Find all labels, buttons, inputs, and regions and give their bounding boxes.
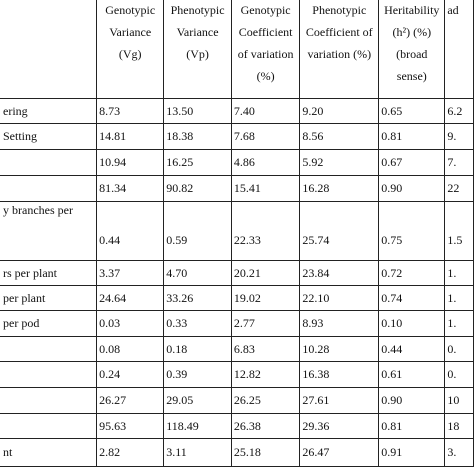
table-row: [0, 150, 474, 176]
header-line: Coefficient: [238, 25, 293, 39]
value-cell: 10.94: [97, 150, 164, 176]
value-cell: 25.18: [231, 439, 299, 467]
value-cell: 3.11: [164, 439, 232, 467]
value-cell: 1.: [445, 286, 474, 311]
heritability-header: [379, 0, 445, 99]
header-line: variation (%): [307, 47, 372, 61]
value-cell: 23.84: [300, 261, 379, 286]
value-cell: 29.36: [300, 414, 379, 439]
value-cell: 1.5: [445, 202, 474, 261]
value-cell: 1.: [445, 261, 474, 286]
value-cell: 4.86: [231, 150, 299, 176]
value-cell: 15.41: [231, 176, 299, 202]
character-cell: Setting: [0, 124, 97, 150]
header-line: Phenotypic: [170, 3, 225, 17]
gcv-header: [231, 0, 299, 99]
value-cell: 90.82: [164, 176, 232, 202]
header-row: [0, 0, 474, 99]
value-cell: 95.63: [97, 414, 164, 439]
value-cell: 0.44: [97, 202, 164, 261]
header-line: sense): [396, 69, 427, 83]
value-cell: 8.56: [300, 124, 379, 150]
value-cell: 20.21: [231, 261, 299, 286]
pcv-header: [300, 0, 379, 99]
table-row: [0, 124, 474, 150]
value-cell: 0.08: [97, 337, 164, 362]
value-cell: 7.40: [231, 99, 299, 124]
value-cell: 22: [445, 176, 474, 202]
table-row: [0, 362, 474, 388]
value-cell: 24.64: [97, 286, 164, 311]
value-cell: 33.26: [164, 286, 232, 311]
value-cell: 16.28: [300, 176, 379, 202]
value-cell: 0.44: [379, 337, 445, 362]
value-cell: 0.65: [379, 99, 445, 124]
value-cell: 18.38: [164, 124, 232, 150]
header-line: (Vg): [118, 47, 142, 61]
value-cell: 26.25: [231, 388, 299, 414]
value-cell: 0.: [445, 362, 474, 388]
value-cell: 0.90: [379, 176, 445, 202]
table-row: [0, 439, 474, 467]
value-cell: 5.92: [300, 150, 379, 176]
table-row: [0, 176, 474, 202]
value-cell: 27.61: [300, 388, 379, 414]
header-line: Variance: [176, 25, 219, 39]
value-cell: 18: [445, 414, 474, 439]
value-cell: 0.18: [164, 337, 232, 362]
header-line: of variation: [237, 47, 294, 61]
value-cell: 0.67: [379, 150, 445, 176]
character-cell: nt: [0, 439, 97, 467]
header-line: (h²) (%): [392, 25, 432, 39]
value-cell: 2.77: [231, 311, 299, 337]
value-cell: 3.: [445, 439, 474, 467]
value-cell: 0.10: [379, 311, 445, 337]
value-cell: 0.72: [379, 261, 445, 286]
value-cell: 0.74: [379, 286, 445, 311]
character-cell: rs per plant: [0, 261, 97, 286]
table-row: [0, 337, 474, 362]
value-cell: 26.47: [300, 439, 379, 467]
value-cell: 0.03: [97, 311, 164, 337]
table-body: [0, 99, 474, 467]
value-cell: 14.81: [97, 124, 164, 150]
phenotypic-variance-header: [164, 0, 232, 99]
table-row: [0, 388, 474, 414]
value-cell: 13.50: [164, 99, 232, 124]
value-cell: 8.93: [300, 311, 379, 337]
table-row: [0, 261, 474, 286]
character-cell: [0, 388, 97, 414]
value-cell: 118.49: [164, 414, 232, 439]
value-cell: 16.25: [164, 150, 232, 176]
value-cell: 0.59: [164, 202, 232, 261]
value-cell: 81.34: [97, 176, 164, 202]
header-line: Genotypic: [240, 3, 291, 17]
value-cell: 8.73: [97, 99, 164, 124]
header-line: (%): [256, 69, 275, 83]
character-header: [0, 0, 97, 99]
value-cell: 2.82: [97, 439, 164, 467]
header-line: Coefficient of: [305, 25, 373, 39]
value-cell: 4.70: [164, 261, 232, 286]
header-line: Phenotypic: [312, 3, 367, 17]
character-cell: ering: [0, 99, 97, 124]
character-cell: [0, 150, 97, 176]
value-cell: 0.90: [379, 388, 445, 414]
header-line: (Vp): [186, 47, 209, 61]
value-cell: 3.37: [97, 261, 164, 286]
value-cell: 10: [445, 388, 474, 414]
character-cell: [0, 176, 97, 202]
value-cell: 19.02: [231, 286, 299, 311]
header-line: Variance: [109, 25, 152, 39]
value-cell: 6.2: [445, 99, 474, 124]
genotypic-variance-header: [97, 0, 164, 99]
value-cell: 7.: [445, 150, 474, 176]
table-row: [0, 202, 474, 261]
header-line: ad: [447, 3, 459, 17]
value-cell: 29.05: [164, 388, 232, 414]
character-cell: per pod: [0, 311, 97, 337]
value-cell: 0.81: [379, 414, 445, 439]
value-cell: 0.: [445, 337, 474, 362]
character-cell: [0, 414, 97, 439]
header-line: Heritability: [384, 3, 440, 17]
value-cell: 16.38: [300, 362, 379, 388]
header-line: Genotypic: [105, 3, 156, 17]
value-cell: 0.91: [379, 439, 445, 467]
genetic-advance-header: [445, 0, 474, 99]
value-cell: 12.82: [231, 362, 299, 388]
character-cell: [0, 362, 97, 388]
value-cell: 10.28: [300, 337, 379, 362]
value-cell: 9.20: [300, 99, 379, 124]
header-line: (broad: [396, 47, 428, 61]
character-cell: [0, 337, 97, 362]
value-cell: 0.81: [379, 124, 445, 150]
value-cell: 6.83: [231, 337, 299, 362]
value-cell: 25.74: [300, 202, 379, 261]
table-row: [0, 311, 474, 337]
character-cell: y branches per: [0, 202, 97, 261]
value-cell: 0.39: [164, 362, 232, 388]
table-row: [0, 414, 474, 439]
table-row: [0, 99, 474, 124]
value-cell: 7.68: [231, 124, 299, 150]
value-cell: 0.61: [379, 362, 445, 388]
table-row: [0, 286, 474, 311]
value-cell: 0.33: [164, 311, 232, 337]
character-cell: per plant: [0, 286, 97, 311]
value-cell: 22.33: [231, 202, 299, 261]
value-cell: 26.27: [97, 388, 164, 414]
value-cell: 9.: [445, 124, 474, 150]
value-cell: 22.10: [300, 286, 379, 311]
value-cell: 26.38: [231, 414, 299, 439]
value-cell: 0.75: [379, 202, 445, 261]
value-cell: 0.24: [97, 362, 164, 388]
value-cell: 1.: [445, 311, 474, 337]
